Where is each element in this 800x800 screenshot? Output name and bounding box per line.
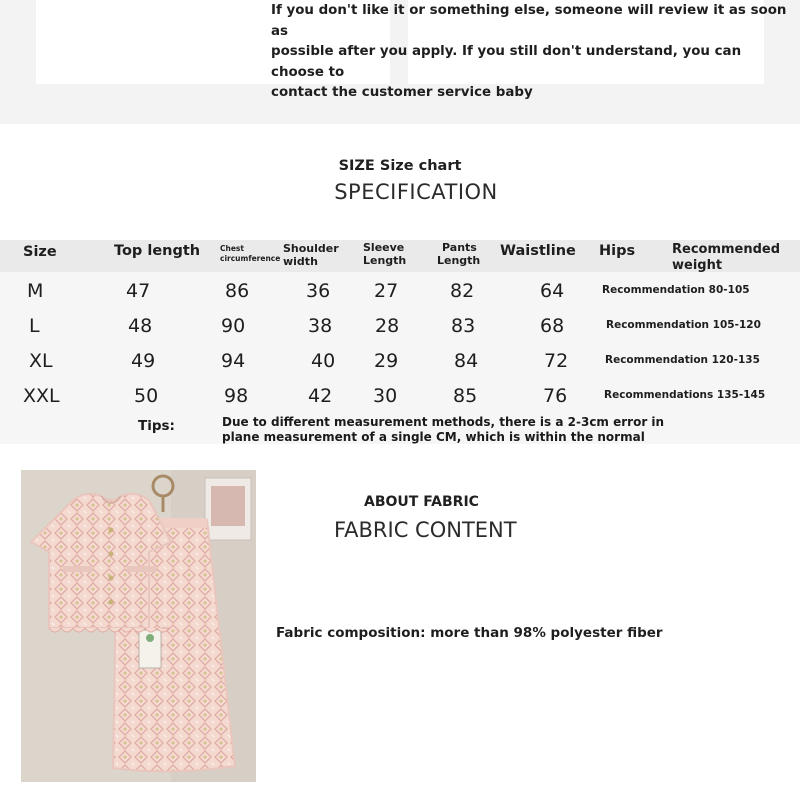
- cell-chest: 98: [224, 385, 249, 407]
- fabric-content-heading: FABRIC CONTENT: [334, 518, 517, 542]
- header-pants-line2: Length: [437, 254, 481, 267]
- cell-shoulder: 42: [308, 385, 333, 407]
- cell-chest: 90: [221, 315, 246, 337]
- cell-sleeve: 30: [373, 385, 398, 407]
- cell-shoulder: 38: [308, 315, 333, 337]
- cell-sleeve: 29: [374, 350, 399, 372]
- cell-waist: 64: [540, 280, 565, 302]
- cell-size: M: [27, 280, 44, 302]
- header-size: Size: [23, 244, 57, 260]
- header-chest-line2: circumference: [220, 254, 281, 263]
- two-piece-outfit-image: [21, 470, 256, 782]
- cell-shoulder: 40: [311, 350, 336, 372]
- cell-size: L: [29, 315, 40, 337]
- header-top-length: Top length: [114, 243, 201, 259]
- header-hips: Hips: [599, 243, 636, 259]
- cell-top-length: 47: [126, 280, 151, 302]
- cell-top-length: 49: [131, 350, 156, 372]
- cell-waist: 68: [540, 315, 565, 337]
- fabric-composition: Fabric composition: more than 98% polyester fiber: [276, 625, 663, 641]
- section-divider: [0, 444, 800, 466]
- cell-pants: 82: [450, 280, 475, 302]
- after-sales-notice: If you don't like it or something else, someone will review it as soon as possible after you apply. If you still don't understand, you can choose to contact the customer service baby: [271, 3, 787, 100]
- cell-sleeve: 27: [374, 280, 399, 302]
- header-shoulder-line1: Shoulder: [283, 242, 339, 255]
- cell-recommendation: Recommendation 105-120: [606, 319, 761, 331]
- tips-text: Due to different measurement methods, there is a 2-3cm error in plane measurement of a single CM, which is within the normal: [222, 415, 665, 444]
- header-waistline: Waistline: [500, 243, 576, 259]
- header-weight-line1: Recommended: [672, 242, 781, 257]
- cell-top-length: 48: [128, 315, 153, 337]
- cell-pants: 84: [454, 350, 479, 372]
- header-shoulder-line2: width: [283, 255, 318, 268]
- cell-shoulder: 36: [306, 280, 331, 302]
- specification-heading: SPECIFICATION: [334, 180, 498, 204]
- cell-chest: 86: [225, 280, 250, 302]
- cell-pants: 83: [451, 315, 476, 337]
- cell-waist: 72: [544, 350, 569, 372]
- cell-waist: 76: [543, 385, 568, 407]
- header-sleeve-line2: Length: [363, 254, 407, 267]
- about-fabric-title: ABOUT FABRIC: [364, 494, 479, 510]
- cell-recommendation: Recommendation 120-135: [605, 354, 760, 366]
- header-chest-line1: Chest: [220, 244, 244, 253]
- header-pants-line1: Pants: [442, 241, 477, 254]
- cell-size: XXL: [23, 385, 60, 407]
- cell-top-length: 50: [134, 385, 159, 407]
- cell-pants: 85: [453, 385, 478, 407]
- header-sleeve-line1: Sleeve: [363, 241, 405, 254]
- size-chart-title: SIZE Size chart: [338, 158, 462, 174]
- product-photo: [21, 470, 256, 782]
- header-weight-line2: weight: [672, 258, 723, 273]
- cell-chest: 94: [221, 350, 246, 372]
- cell-recommendation: Recommendation 80-105: [602, 284, 750, 296]
- cell-sleeve: 28: [375, 315, 400, 337]
- tips-label: Tips:: [138, 418, 175, 434]
- cell-size: XL: [29, 350, 53, 372]
- cell-recommendation: Recommendations 135-145: [604, 389, 766, 401]
